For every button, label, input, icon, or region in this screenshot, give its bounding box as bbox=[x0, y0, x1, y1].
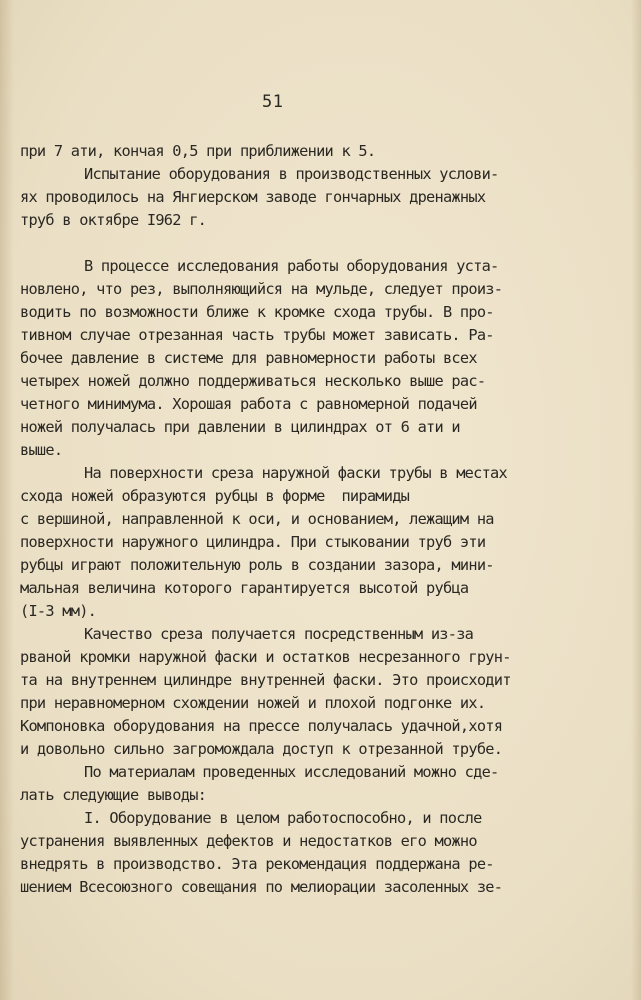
page-edge-left bbox=[0, 0, 14, 1000]
text-line: бочее давление в системе для равномерности работы всех bbox=[20, 349, 477, 367]
page-number: 51 bbox=[262, 92, 284, 112]
text-line: тивном случае отрезанная часть трубы может зависать. Ра- bbox=[20, 326, 494, 344]
text-line: поверхности наружного цилиндра. При стыковании труб эти bbox=[20, 533, 486, 551]
paragraph-gap bbox=[20, 232, 540, 255]
text-line: при неравномерном схождении ножей и плохой подгонке их. bbox=[20, 694, 486, 712]
text-line: труб в октябре I962 г. bbox=[20, 211, 207, 229]
text-line: ножей получалась при давлении в цилиндрах от 6 ати и bbox=[20, 418, 460, 436]
text-line: шением Всесоюзного совещания по мелиорации засоленных зе- bbox=[20, 878, 503, 896]
text-line: I. Оборудование в целом работоспособно, и после bbox=[84, 809, 482, 827]
page-edge-right bbox=[631, 0, 641, 1000]
text-line: лать следующие выводы: bbox=[20, 786, 207, 804]
text-line: внедрять в производство. Эта рекомендация поддержана ре- bbox=[20, 855, 494, 873]
text-line: устранения выявленных дефектов и недостатков его можно bbox=[20, 832, 477, 850]
text-line: мальная величина которого гарантируется высотой рубца bbox=[20, 579, 469, 597]
text-line: рваной кромки наружной фаски и остатков несрезанного грун- bbox=[20, 648, 511, 666]
text-line: новлено, что рез, выполняющийся на мульде, следует произ- bbox=[20, 280, 503, 298]
text-line: с вершиной, направленной к оси, и основанием, лежащим на bbox=[20, 510, 494, 528]
text-line: четырех ножей должно поддерживаться несколько выше рас- bbox=[20, 372, 486, 390]
text-line: и довольно сильно загромождала доступ к отрезанной трубе. bbox=[20, 740, 503, 758]
text-line: На поверхности среза наружной фаски трубы в местах bbox=[84, 464, 507, 482]
text-line: та на внутреннем цилиндре внутренней фаски. Это происходит bbox=[20, 671, 511, 689]
text-line: По материалам проведенных исследований можно сде- bbox=[84, 763, 499, 781]
text-line: ях проводилось на Янгиерском заводе гончарных дренажных bbox=[20, 188, 486, 206]
text-line: рубцы играют положительную роль в создании зазора, мини- bbox=[20, 556, 494, 574]
text-line: водить по возможности ближе к кромке схода трубы. В про- bbox=[20, 303, 494, 321]
body-text bbox=[20, 140, 540, 899]
text-line: Компоновка оборудования на прессе получалась удачной,хотя bbox=[20, 717, 503, 735]
text-line: (I-3 мм). bbox=[20, 602, 97, 620]
text-line: четного минимума. Хорошая работа с равномерной подачей bbox=[20, 395, 477, 413]
text-line: Качество среза получается посредственным из-за bbox=[84, 625, 474, 643]
text-line: В процессе исследования работы оборудования уста- bbox=[84, 257, 499, 275]
text-line: выше. bbox=[20, 441, 63, 459]
text-line: при 7 ати, кончая 0,5 при приближении к 5. bbox=[20, 142, 376, 160]
text-line: схода ножей образуются рубцы в форме пирамиды bbox=[20, 487, 410, 505]
text-line: Испытание оборудования в производственных услови- bbox=[84, 165, 499, 183]
